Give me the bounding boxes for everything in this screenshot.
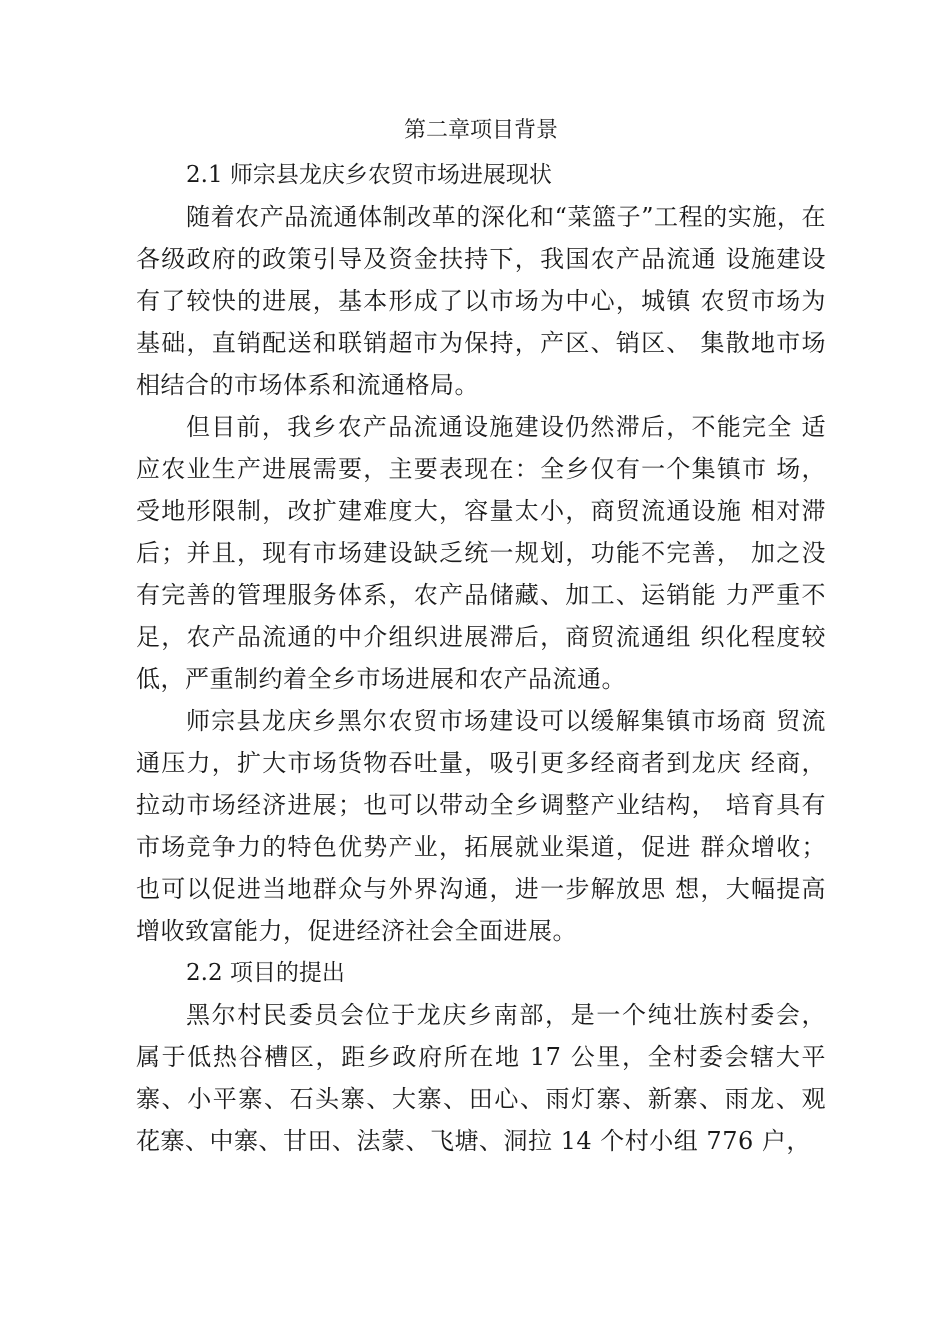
section-heading: 2.1 师宗县龙庆乡农贸市场进展现状 (186, 162, 552, 188)
chapter-title: 第二章项目背景 (403, 118, 558, 143)
section-2-2 (136, 952, 826, 1162)
document-page (136, 112, 826, 1162)
section-2-1 (136, 154, 826, 952)
paragraph: 随着农产品流通体制改革的深化和“菜篮子”工程的实施，在各级政府的政策引导及资金扶持下，我国农产品流通 设施建设有了较快的进展，基本形成了以市场为中心，城镇 农贸市场为基础，直销配送和联销超市为保持，产区、销区、 集散地市场相结合的市场体系和流通格局。 (136, 203, 826, 399)
section-heading: 2.2 项目的提出 (186, 960, 345, 986)
paragraph: 师宗县龙庆乡黑尔农贸市场建设可以缓解集镇市场商 贸流通压力，扩大市场货物吞吐量，吸引更多经商者到龙庆 经商，拉动市场经济进展；也可以带动全乡调整产业结构， 培育具有市场竞争力的特色优势产业，拓展就业渠道，促进 群众增收；也可以促进当地群众与外界沟通，进一步解放思 想，大幅提高增收致富能力，促进经济社会全面进展。 (136, 707, 826, 945)
paragraph: 但目前，我乡农产品流通设施建设仍然滞后，不能完全 适应农业生产进展需要，主要表现在：全乡仅有一个集镇市 场，受地形限制，改扩建难度大，容量太小，商贸流通设施 相对滞后；并且，现有市场建设缺乏统一规划，功能不完善， 加之没有完善的管理服务体系，农产品储藏、加工、运销能 力严重不足，农产品流通的中介组织进展滞后，商贸流通组 织化程度较低，严重制约着全乡市场进展和农产品流通。 (136, 413, 826, 693)
paragraph: 黑尔村民委员会位于龙庆乡南部，是一个纯壮族村委会， 属于低热谷槽区，距乡政府所在地 17 公里，全村委会辖大平 寨、小平寨、石头寨、大寨、田心、雨灯寨、新寨、雨龙、观 花寨、中寨、甘田、法蒙、飞塘、洞拉 14 个村小组 776 户， (136, 1001, 826, 1155)
